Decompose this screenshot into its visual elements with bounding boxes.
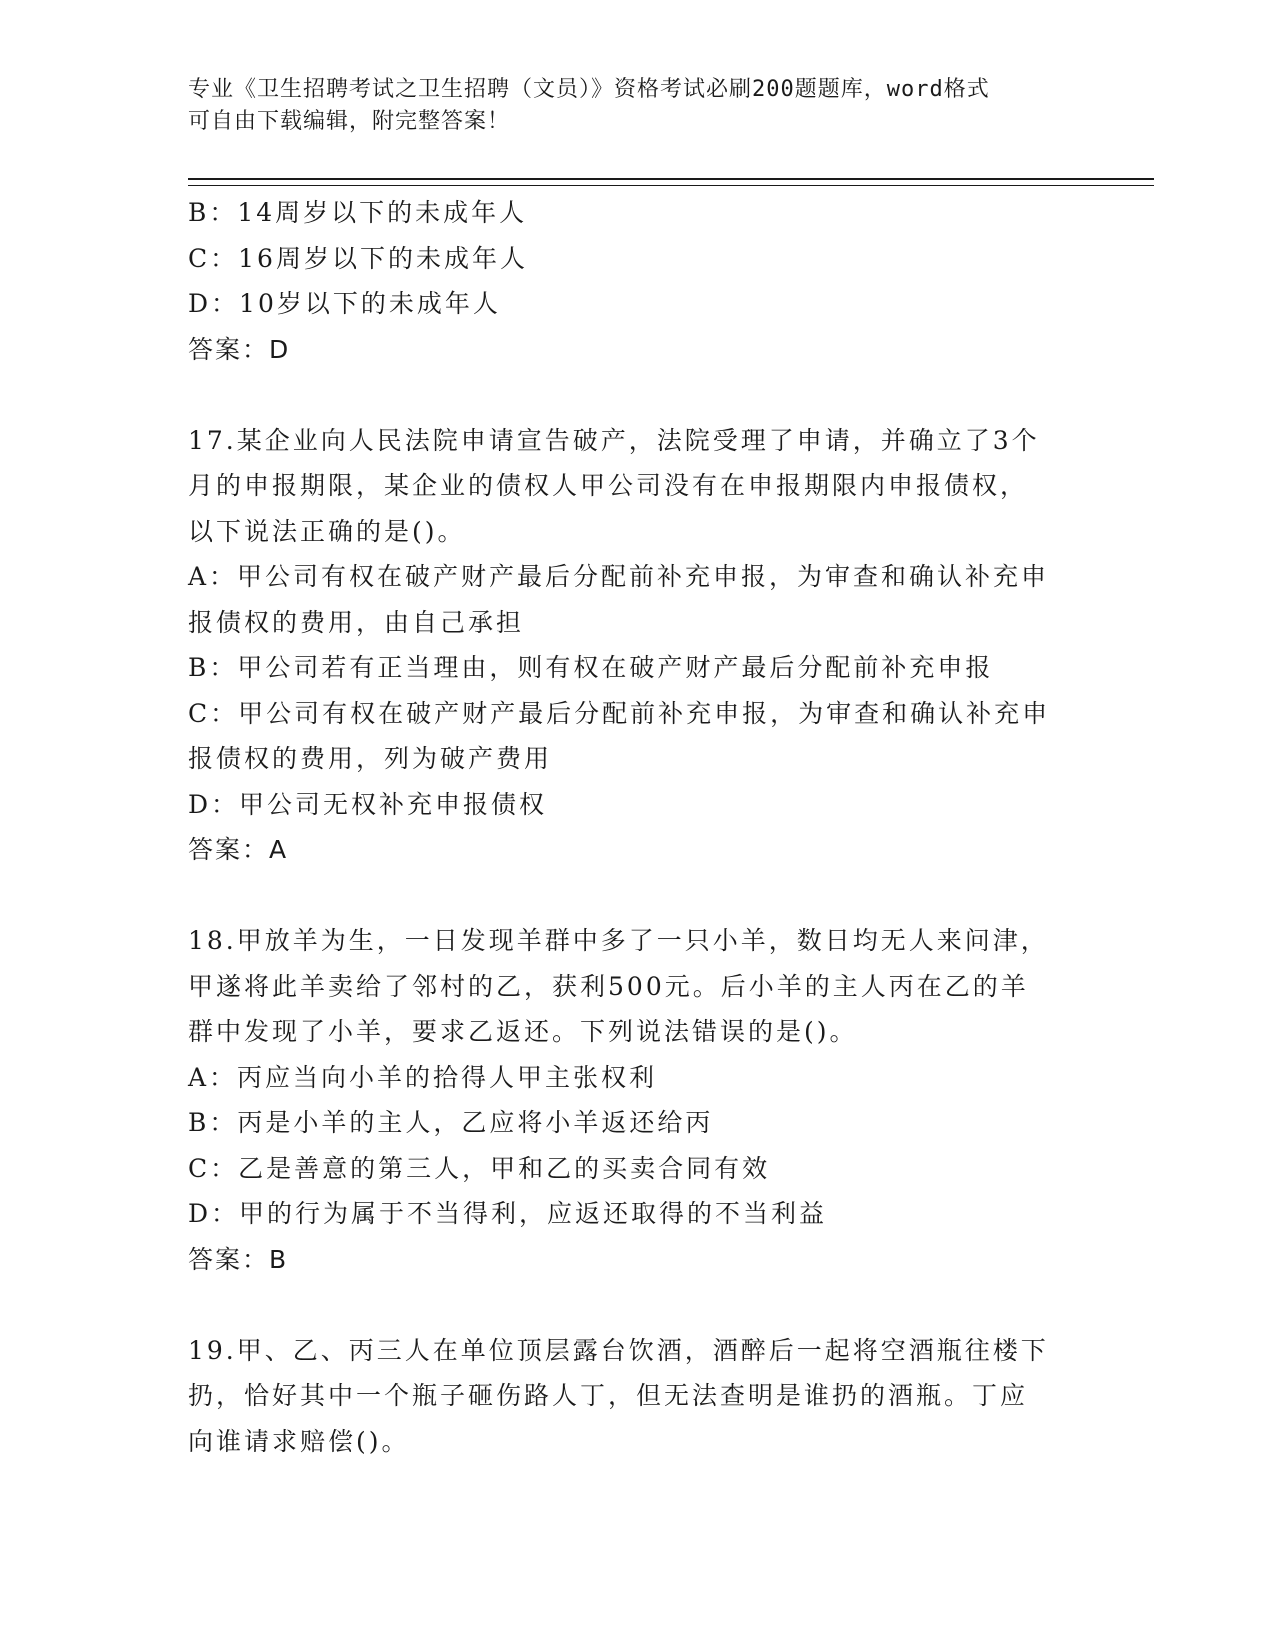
q17-stem-line: 月的申报期限，某企业的债权人甲公司没有在申报期限内申报债权，	[188, 471, 1029, 500]
q17-option-c-cont: 报债权的费用，列为破产费用	[188, 744, 553, 773]
spacer	[188, 372, 1088, 418]
header-line-1: 专业《卫生招聘考试之卫生招聘（文员）》资格考试必刷200题题库，word格式	[188, 77, 990, 102]
q18-option-c: C：乙是善意的第三人，甲和乙的买卖合同有效	[188, 1153, 771, 1183]
q18-option-d: D：甲的行为属于不当得利，应返还取得的不当利益	[188, 1199, 828, 1228]
header-line-2: 可自由下载编辑，附完整答案！	[188, 109, 511, 134]
q16-option-b: B：14周岁以下的未成年人	[188, 198, 528, 227]
q18-stem-line: 甲遂将此羊卖给了邻村的乙，获利500元。后小羊的主人丙在乙的羊	[188, 971, 1029, 1001]
q16-option-d: D：10岁以下的未成年人	[188, 289, 501, 318]
document-body	[188, 190, 1088, 1464]
q19-stem-line: 扔，恰好其中一个瓶子砸伤路人丁，但无法查明是谁扔的酒瓶。丁应	[188, 1381, 1029, 1410]
q17-stem-line: 以下说法正确的是()。	[188, 516, 466, 546]
q17-option-a-cont: 报债权的费用，由自己承担	[188, 607, 525, 637]
q17-option-b: B：甲公司若有正当理由，则有权在破产财产最后分配前补充申报	[188, 653, 994, 682]
q17-option-a: A：甲公司有权在破产财产最后分配前补充申报，为审查和确认补充申	[188, 562, 1050, 591]
q18-option-a: A：丙应当向小羊的拾得人甲主张权利	[188, 1062, 658, 1092]
q17-option-c: C：甲公司有权在破产财产最后分配前补充申报，为审查和确认补充申	[188, 698, 1051, 728]
q18-stem-line: 群中发现了小羊，要求乙返还。下列说法错误的是()。	[188, 1017, 858, 1046]
question-17	[188, 418, 1088, 873]
q17-stem-line: 17.某企业向人民法院申请宣告破产，法院受理了申请，并确立了3个	[188, 425, 1040, 455]
q18-stem-line: 18.甲放羊为生，一日发现羊群中多了一只小羊，数日均无人来问津，	[188, 926, 1049, 955]
question-18	[188, 918, 1088, 1282]
q18-answer: 答案：B	[188, 1244, 289, 1274]
q19-stem-line: 19.甲、乙、丙三人在单位顶层露台饮酒，酒醉后一起将空酒瓶往楼下	[188, 1335, 1049, 1365]
spacer	[188, 873, 1088, 919]
document-header	[188, 74, 1088, 138]
q19-stem-line: 向谁请求赔偿()。	[188, 1426, 410, 1456]
header-divider	[188, 178, 1154, 186]
q17-answer: 答案：A	[188, 835, 289, 864]
question-19	[188, 1328, 1088, 1465]
q17-option-d: D：甲公司无权补充申报债权	[188, 789, 548, 819]
q18-option-b: B：丙是小羊的主人，乙应将小羊返还给丙	[188, 1108, 714, 1137]
question-16-options	[188, 190, 1088, 372]
spacer	[188, 1282, 1088, 1328]
q16-answer: 答案：D	[188, 334, 291, 364]
q16-option-c: C：16周岁以下的未成年人	[188, 243, 528, 273]
